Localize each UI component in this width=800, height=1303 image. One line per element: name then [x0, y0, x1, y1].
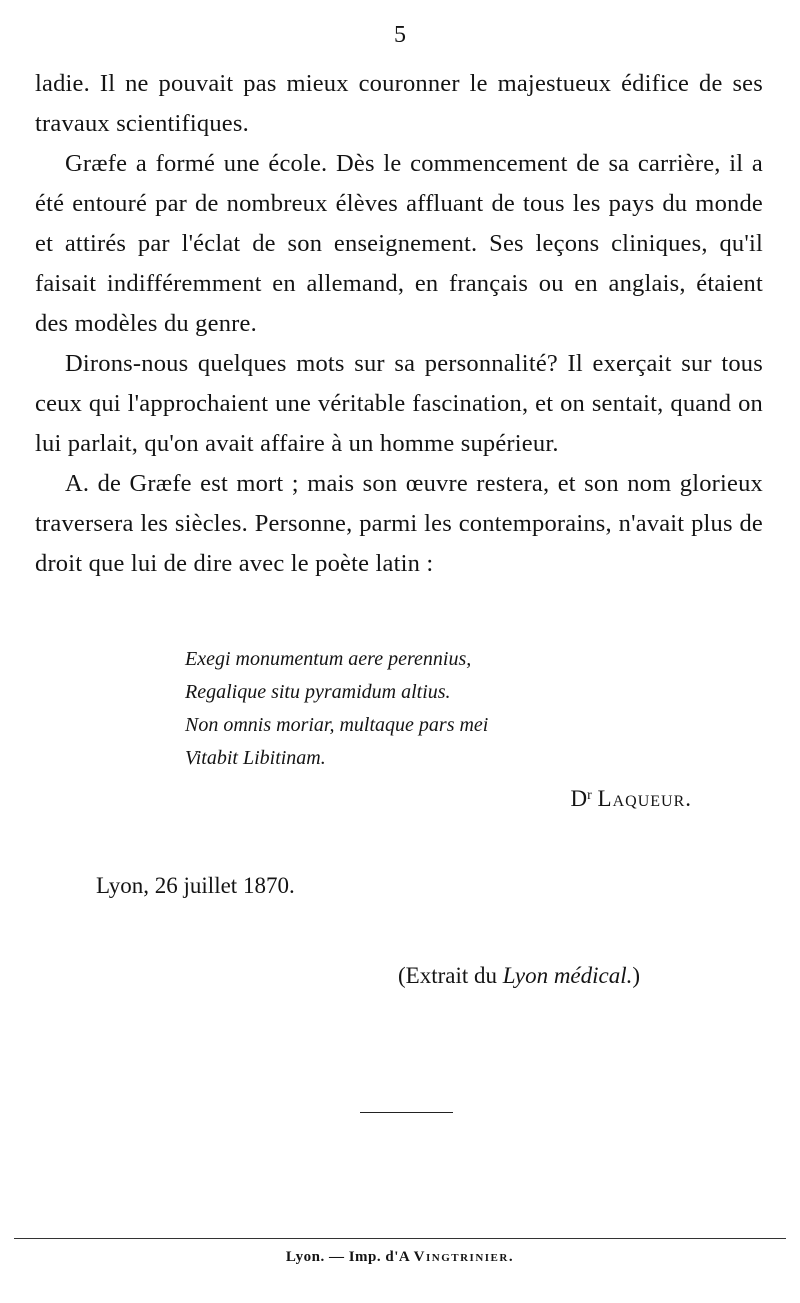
paragraph-personnalite: Dirons-nous quelques mots sur sa personnalité? Il exerçait sur tous ceux qui l'approchaient une véritable fascination, et on sentait, quand on lui parlait, qu'on avait affaire à un homme supérieur.: [35, 350, 763, 457]
printer-imprint: Lyon. — Imp. d'A Vingtrinier.: [285, 1249, 515, 1265]
paragraph-continuation: ladie. Il ne pouvait pas mieux couronner le majestueux édifice de ses travaux scientifiques.: [35, 70, 763, 137]
verse-line: Regalique situ pyramidum altius.: [185, 681, 451, 703]
verse-line: Non omnis moriar, multaque pars mei: [185, 714, 489, 736]
footer-rule: [14, 1238, 786, 1239]
dateline: Lyon, 26 juillet 1870.: [96, 873, 295, 898]
verse-line: Exegi monumentum aere perennius,: [185, 648, 472, 670]
author-signature: [570, 786, 692, 812]
printer-name: Vingtrinier.: [413, 1249, 515, 1265]
signature-name: Laqueur.: [597, 786, 692, 811]
latin-verse: [185, 643, 488, 775]
source-journal: Lyon médical.: [502, 963, 633, 988]
end-rule: [360, 1112, 453, 1113]
source-note: (Extrait du Lyon médical.): [398, 963, 641, 988]
verse-line: Vitabit Libitinam.: [185, 747, 326, 769]
page-number: 5: [394, 22, 406, 48]
paragraph-ecole: Græfe a formé une école. Dès le commencement de sa carrière, il a été entouré par de nombreux élèves affluant de tous les pays du monde et attirés par l'éclat de son enseignement. Ses leçons cliniques, qu'il faisait indifféremment en allemand, en français ou en anglais, étaient des modèles du genre.: [35, 150, 763, 337]
paragraph-conclusion: A. de Græfe est mort ; mais son œuvre restera, et son nom glorieux traversera les siècles. Personne, parmi les contemporains, n'avait plus de droit que lui de dire avec le poète latin :: [35, 470, 763, 577]
signature-title: $D^r$: [570, 786, 592, 811]
body-text: [35, 64, 763, 584]
